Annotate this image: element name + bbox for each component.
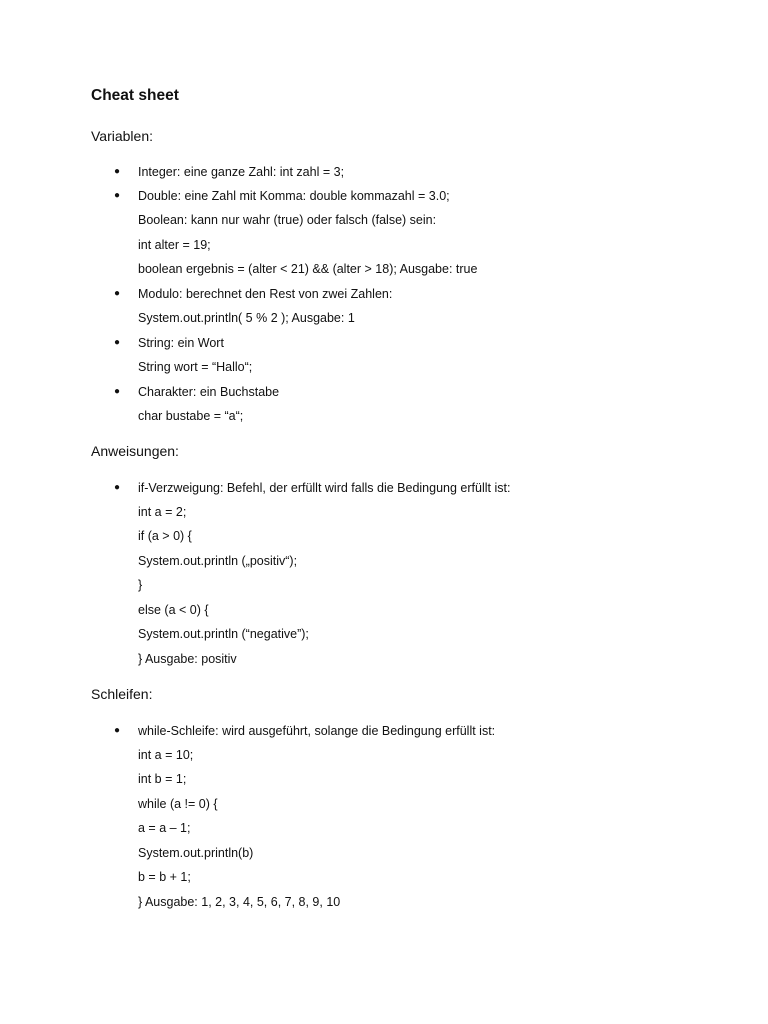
bullet-icon: ● (114, 288, 121, 299)
page-title: Cheat sheet (91, 87, 179, 104)
bullet-icon: ● (114, 190, 121, 201)
code-line: int b = 1; (138, 772, 187, 786)
code-line: System.out.println (“negative”); (138, 627, 309, 641)
code-line: String wort = “Hallo“; (138, 360, 253, 374)
bullet-icon: ● (114, 166, 121, 177)
code-line: int a = 2; (138, 505, 187, 519)
list-item: if-Verzweigung: Befehl, der erfüllt wird falls die Bedingung erfüllt ist: (138, 481, 511, 495)
code-line: System.out.println( 5 % 2 ); Ausgabe: 1 (138, 311, 355, 325)
code-line: while (a != 0) { (138, 797, 218, 811)
list-item: String: ein Wort (138, 336, 224, 350)
code-line: boolean ergebnis = (alter < 21) && (alter > 18); Ausgabe: true (138, 262, 478, 276)
code-line: System.out.println(b) (138, 846, 254, 860)
code-line: System.out.println („positiv“); (138, 554, 298, 568)
list-item: Integer: eine ganze Zahl: int zahl = 3; (138, 165, 345, 179)
bullet-icon: ● (114, 337, 121, 348)
bullet-icon: ● (114, 482, 121, 493)
bullet-icon: ● (114, 725, 121, 736)
bullet-icon: ● (114, 386, 121, 397)
code-line: if (a > 0) { (138, 529, 192, 543)
code-line: } Ausgabe: 1, 2, 3, 4, 5, 6, 7, 8, 9, 10 (138, 895, 341, 909)
code-line: char bustabe = “a“; (138, 409, 244, 423)
code-line: } (138, 578, 143, 592)
code-line: a = a – 1; (138, 821, 191, 835)
code-line: } Ausgabe: positiv (138, 652, 237, 666)
list-item: Boolean: kann nur wahr (true) oder falsch (false) sein: (138, 213, 437, 227)
code-line: int a = 10; (138, 748, 194, 762)
list-item: Double: eine Zahl mit Komma: double kommazahl = 3.0; (138, 189, 450, 203)
list-item: Charakter: ein Buchstabe (138, 385, 280, 399)
code-line: b = b + 1; (138, 870, 191, 884)
section-heading-schleifen: Schleifen: (91, 686, 153, 702)
section-heading-anweisungen: Anweisungen: (91, 443, 179, 459)
code-line: int alter = 19; (138, 238, 211, 252)
list-item: Modulo: berechnet den Rest von zwei Zahlen: (138, 287, 393, 301)
section-heading-variablen: Variablen: (91, 128, 154, 144)
list-item: while-Schleife: wird ausgeführt, solange die Bedingung erfüllt ist: (138, 724, 496, 738)
code-line: else (a < 0) { (138, 603, 209, 617)
